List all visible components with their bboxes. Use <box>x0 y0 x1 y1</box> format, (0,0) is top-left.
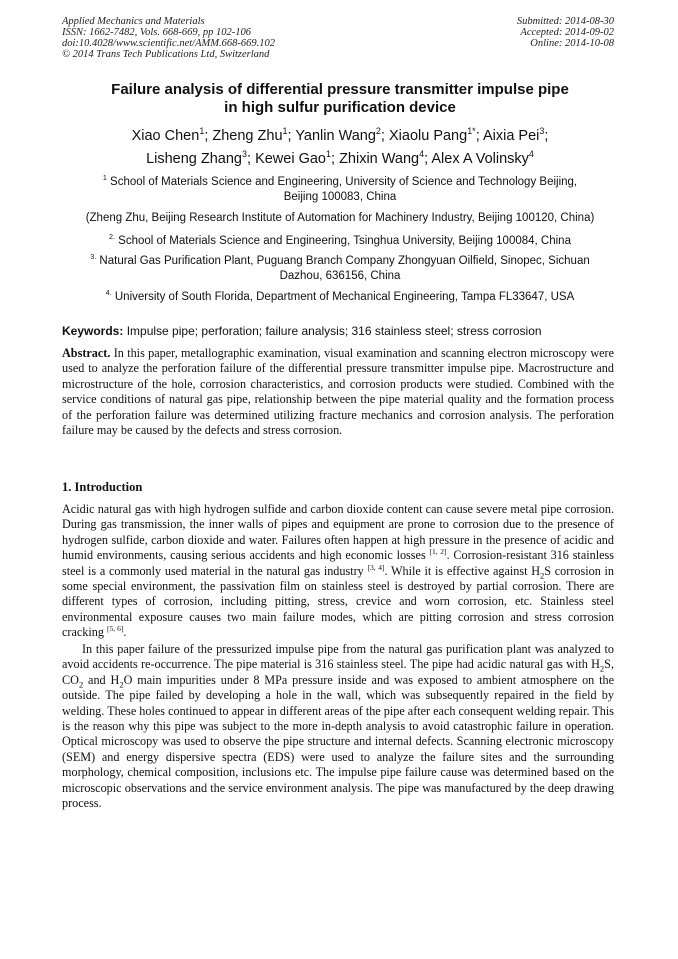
affiliation-3 <box>55 254 625 284</box>
accepted-date: Accepted: 2014-09-02 <box>520 27 614 38</box>
author-affil-sup: 4 <box>419 149 425 160</box>
author-name: Zheng Zhu <box>212 128 283 144</box>
author-name: Zhixin Wang <box>339 151 420 167</box>
author-line-1: Xiao Chen$^1$; Zheng Zhu$^1$; Yanlin Wang$^2$; Xiaolu Pang$^{1*}$; Aixia Pei$^3$; <box>131 126 549 144</box>
section-heading: 1. Introduction <box>62 480 143 494</box>
subscript: 2 <box>540 570 545 581</box>
paper-title <box>60 81 620 117</box>
online-date: Online: 2014-10-08 <box>530 38 614 49</box>
author-affil-sup: 3 <box>242 149 247 160</box>
abstract <box>62 346 614 438</box>
paragraph-text: O main impurities under 8 MPa pressure inside and was exposed to ambient atmosphere on the outside. The pipe failed by developing a hole in the wall, which was subsequently repaired in the field by welding. These holes continued to appear in different areas of the pipe after each consequent welding repair. This is the reason why this pipe was subject to the more in-depth analysis to avoid catastrophic failure in operation. Optical microscopy was used to observe the pipe structure and internal defects. Scanning electronic microscopy (SEM) and energy dispersive spectra (EDS) were used to analyze the failure sites and the surrounding morphology, chemical composition, inclusions etc. The impulse pipe failure cause was determined based on the microscopic observations and the service environment analysis. The pipe was manufactured by the deep drawing process. <box>62 672 614 811</box>
keywords-label: Keywords: <box>62 324 124 338</box>
citation: [5, 6] <box>107 624 124 634</box>
intro-paragraph-1 <box>62 502 614 641</box>
affiliation-note: (Zheng Zhu, Beijing Research Institute of Automation for Machinery Industry, Beijing 100120, China) <box>85 212 595 224</box>
journal-header-left <box>62 16 275 60</box>
affiliation-sup: 4. <box>105 289 112 298</box>
title-line-2: in high sulfur purification device <box>224 99 456 116</box>
author-name: Yanlin Wang <box>295 128 376 144</box>
journal-issn: ISSN: 1662-7482, Vols. 668-669, pp 102-106 <box>62 27 251 38</box>
affiliation-text: School of Materials Science and Engineering, Tsinghua University, Beijing 100084, China <box>118 235 571 247</box>
affiliation-sup: 3. <box>90 253 97 262</box>
affiliation-text: Dazhou, 636156, China <box>279 270 401 282</box>
affiliation-1 <box>55 175 625 205</box>
affiliation-text: University of South Florida, Department of Mechanical Engineering, Tampa FL33647, USA <box>114 291 575 303</box>
journal-name: Applied Mechanics and Materials <box>62 16 205 27</box>
affiliation-text: School of Materials Science and Engineering, University of Science and Technology Beijing, <box>110 176 578 188</box>
journal-header-right <box>517 16 614 49</box>
author-list <box>50 125 630 171</box>
citation: [3, 4] <box>367 562 385 572</box>
abstract-label: Abstract. <box>62 346 111 360</box>
author-name: Alex A Volinsky <box>431 151 529 167</box>
author-affil-sup: 1* <box>467 126 476 137</box>
title-line-1: Failure analysis of differential pressure transmitter impulse pipe <box>111 81 569 98</box>
keywords-text: Impulse pipe; perforation; failure analysis; 316 stainless steel; stress corrosion <box>126 324 542 338</box>
journal-copyright: © 2014 Trans Tech Publications Ltd, Switzerland <box>62 49 270 60</box>
author-affil-sup: 1 <box>326 149 331 160</box>
paragraph-text: and H <box>83 672 120 687</box>
paragraph-text: S corrosion in some special environment, the passivation film on stainless steel is destroyed by partial corrosion. There are different types of corrosion, including pitting, stress, crevice and worn corrosion, etc. Stainless steel environmental exposure causes two main failure modes, which are pitting corrosion and stress corrosion cracking <box>62 563 614 640</box>
journal-doi: doi:10.4028/www.scientific.net/AMM.668-669.102 <box>62 38 275 49</box>
author-affil-sup: 4 <box>528 149 534 160</box>
author-name: Xiaolu Pang <box>388 128 468 144</box>
paragraph-text: . While it is effective against H <box>384 563 541 578</box>
paragraph-text: In this paper failure of the pressurized impulse pipe from the natural gas purification plant was analyzed to avoid accidents re-occurrence. The pipe material is 316 stainless steel. The pipe had acidic natural gas with H <box>62 642 614 672</box>
paragraph-text: . <box>123 625 127 640</box>
author-affil-sup: 2 <box>375 126 381 137</box>
author-name: Aixia Pei <box>482 128 540 144</box>
submitted-date: Submitted: 2014-08-30 <box>516 16 614 27</box>
affiliation-sup: 2. <box>109 233 115 242</box>
author-affil-sup: 3 <box>539 126 545 137</box>
citation: [1, 2] <box>429 547 447 557</box>
intro-paragraph-2 <box>62 642 614 811</box>
affiliation-text: Natural Gas Purification Plant, Puguang Branch Company Zhongyuan Oilfield, Sinopec, Sichuan <box>99 255 590 267</box>
subscript: 2 <box>119 679 124 690</box>
abstract-text: In this paper, metallographic examination, visual examination and scanning electron microscopy were used to analyze the perforation failure of the differential pressure transmitter impulse pipe. Macrostructure and microstructure of the hole, corrosion characteristics, and corrosion products were studied. Combined with the service conditions of natural gas pipe, relationship between the pipe material quality and the formation process of the perforation failure was determined utilizing fracture mechanics and corrosion analysis. The perforation failure may be caused by the defects and stress corrosion. <box>62 346 615 438</box>
affiliation-text: Beijing 100083, China <box>283 191 397 203</box>
subscript: 2 <box>78 679 84 690</box>
author-affil-sup: 1 <box>282 126 288 137</box>
subscript: 2 <box>599 663 605 674</box>
author-name: Lisheng Zhang <box>146 151 242 167</box>
paragraph-text: S, CO <box>62 657 614 687</box>
affiliation-2 <box>55 234 625 249</box>
paragraph-text: Acidic natural gas with high hydrogen sulfide and carbon dioxide content can cause severe metal pipe corrosion. During gas transmission, the inner walls of pipes and equipment are prone to corrosion due to the presence of hydrogen sulfide, carbon dioxide and water. Failures often happen at high pressure in the presence of acidic and humid environments, causing serious accidents and high economic losses <box>62 502 614 563</box>
author-affil-sup: 1 <box>199 126 205 137</box>
keywords <box>62 324 622 339</box>
author-name: Xiao Chen <box>131 128 200 144</box>
paragraph-text: . Corrosion-resistant 316 stainless steel is a commonly used material in the natural gas industry <box>62 548 614 578</box>
affiliation-4 <box>55 290 625 305</box>
author-line-2: Lisheng Zhang$^3$; Kewei Gao$^1$; Zhixin Wang$^4$; Alex A Volinsky$^4$ <box>146 149 534 167</box>
affiliation-sup: 1 <box>102 174 107 183</box>
author-name: Kewei Gao <box>255 151 326 167</box>
